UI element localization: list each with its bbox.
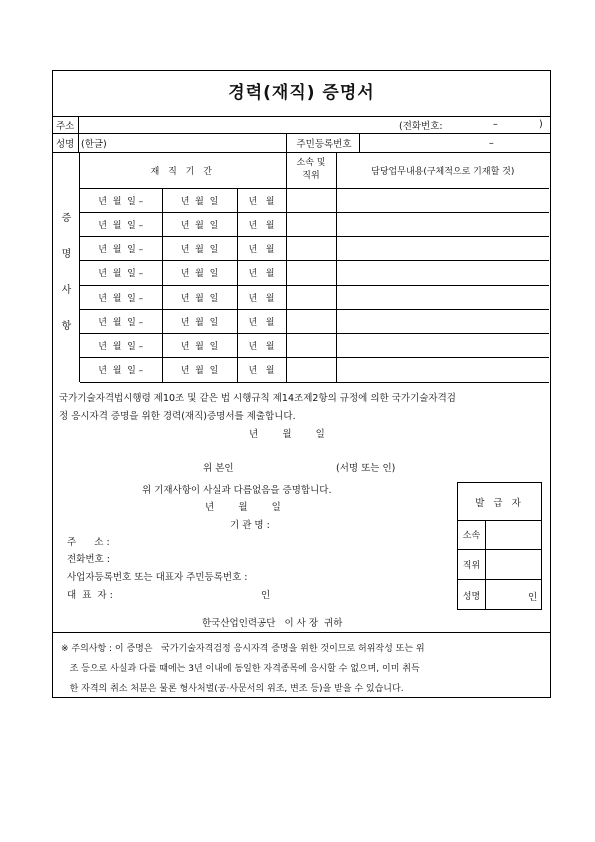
period-to[interactable]: 년 월 일 — [162, 237, 237, 261]
position-header — [286, 153, 336, 188]
addressee: 한국산업인력공단 이 사 장 귀하 — [202, 618, 343, 629]
duty-header: 담당업무내용(구체적으로 기재할 것) — [336, 153, 549, 188]
caution-note — [61, 639, 545, 699]
rrn-dash: – — [489, 137, 494, 149]
table-row — [80, 237, 549, 261]
period-to[interactable]: 년 월 일 — [162, 212, 237, 236]
issuer-row — [458, 580, 541, 610]
statement-section — [53, 382, 550, 633]
address-row — [53, 116, 550, 134]
representative-label: 대 표 자 : — [67, 590, 113, 601]
phone-dash: – — [493, 119, 498, 130]
issuer-row — [458, 550, 541, 580]
duty-cell[interactable] — [336, 285, 549, 309]
section-char: 증 — [61, 213, 72, 224]
duty-cell[interactable] — [336, 212, 549, 236]
certify-date: 년 월 일 — [205, 502, 281, 513]
position-cell[interactable] — [286, 309, 336, 333]
position-header-line: 소속 및 — [296, 158, 326, 169]
duty-cell[interactable] — [336, 188, 549, 212]
position-cell[interactable] — [286, 261, 336, 285]
page-title: 경력(재직) 증명서 — [53, 71, 550, 117]
statement-text: 국가기술자격법시행령 제10조 및 같은 법 시행규칙 제14조제2항의 규정에 의한 국가기술자격검 — [59, 393, 456, 404]
table-row — [80, 261, 549, 285]
name-row — [53, 134, 550, 153]
certificate-form — [52, 70, 551, 698]
issuer-label: 성명 — [458, 580, 486, 610]
submit-date: 년 월 일 — [249, 429, 325, 440]
phone-label: (전화번호: — [399, 120, 443, 132]
period-to[interactable]: 년 월 일 — [162, 261, 237, 285]
period-duration[interactable]: 년 월 — [237, 188, 286, 212]
org-address-label: 주 소 : — [67, 537, 110, 548]
section-char: 사 — [61, 285, 72, 296]
position-cell[interactable] — [286, 212, 336, 236]
period-from[interactable]: 년 월 일 – — [80, 309, 162, 333]
name-hint: (한글) — [81, 139, 107, 150]
period-to[interactable]: 년 월 일 — [162, 188, 237, 212]
period-duration[interactable]: 년 월 — [237, 261, 286, 285]
position-cell[interactable] — [286, 358, 336, 382]
period-from[interactable]: 년 월 일 – — [80, 237, 162, 261]
duty-cell[interactable] — [336, 309, 549, 333]
duty-cell[interactable] — [336, 358, 549, 382]
position-cell[interactable] — [286, 334, 336, 358]
statement-text: 정 응시자격 증명을 위한 경력(재직)증명서를 제출합니다. — [59, 411, 296, 422]
duty-cell[interactable] — [336, 334, 549, 358]
issuer-row — [458, 520, 541, 550]
period-duration[interactable]: 년 월 — [237, 285, 286, 309]
phone-close: ) — [539, 119, 543, 130]
position-header-line: 직위 — [302, 171, 320, 182]
duty-cell[interactable] — [336, 237, 549, 261]
table-row — [80, 358, 549, 382]
employment-table — [80, 153, 549, 383]
signature-label: (서명 또는 인) — [336, 463, 396, 474]
note-line: ※ 주의사항 : 이 증명은 국가기술자격검정 응시자격 증명을 위한 것이므로 허위작성 또는 위 — [61, 644, 425, 654]
certify-text: 위 기재사항이 사실과 다름없음을 증명합니다. — [142, 485, 332, 496]
period-from[interactable]: 년 월 일 – — [80, 188, 162, 212]
period-to[interactable]: 년 월 일 — [162, 334, 237, 358]
table-row — [80, 212, 549, 236]
rrn-label: 주민등록번호 — [296, 139, 352, 150]
issuer-header: 발 급 자 — [458, 483, 541, 521]
issuer-label: 소속 — [458, 520, 486, 549]
issuer-box — [457, 482, 542, 610]
table-row — [80, 285, 549, 309]
position-cell[interactable] — [286, 188, 336, 212]
position-cell[interactable] — [286, 237, 336, 261]
period-from[interactable]: 년 월 일 – — [80, 212, 162, 236]
biz-no-label: 사업자등록번호 또는 대표자 주민등록번호 : — [67, 572, 248, 583]
org-phone-label: 전화번호 : — [67, 554, 110, 565]
period-duration[interactable]: 년 월 — [237, 212, 286, 236]
period-from[interactable]: 년 월 일 – — [80, 285, 162, 309]
period-duration[interactable]: 년 월 — [237, 237, 286, 261]
address-field[interactable] — [81, 116, 391, 133]
period-duration[interactable]: 년 월 — [237, 309, 286, 333]
table-row — [80, 309, 549, 333]
note-line: 한 자격의 취소 처분은 물론 형사처벌(공·사문서의 위조, 변조 등)을 받을 수 있습니다. — [61, 684, 404, 694]
seal-mark: 인 — [261, 590, 271, 601]
period-duration[interactable]: 년 월 — [237, 358, 286, 382]
applicant-label: 위 본인 — [203, 463, 234, 474]
position-cell[interactable] — [286, 285, 336, 309]
table-row — [80, 334, 549, 358]
period-header: 재 직 기 간 — [80, 153, 286, 188]
period-from[interactable]: 년 월 일 – — [80, 334, 162, 358]
table-row — [80, 188, 549, 212]
issuer-label: 직위 — [458, 550, 486, 579]
duty-cell[interactable] — [336, 261, 549, 285]
section-char: 명 — [61, 249, 72, 260]
period-from[interactable]: 년 월 일 – — [80, 358, 162, 382]
address-label: 주소 — [56, 120, 75, 132]
period-from[interactable]: 년 월 일 – — [80, 261, 162, 285]
issuer-seal: 인 — [528, 592, 538, 603]
period-to[interactable]: 년 월 일 — [162, 358, 237, 382]
section-label-column — [53, 153, 80, 382]
period-to[interactable]: 년 월 일 — [162, 285, 237, 309]
note-line: 조 등으로 사실과 다를 때에는 3년 이내에 동일한 자격종목에 응시할 수 없으며, 이미 취득 — [61, 664, 420, 674]
period-duration[interactable]: 년 월 — [237, 334, 286, 358]
org-name-label: 기 관 명 : — [230, 520, 270, 531]
name-label: 성명 — [56, 139, 75, 150]
period-to[interactable]: 년 월 일 — [162, 309, 237, 333]
section-char: 항 — [61, 321, 72, 332]
